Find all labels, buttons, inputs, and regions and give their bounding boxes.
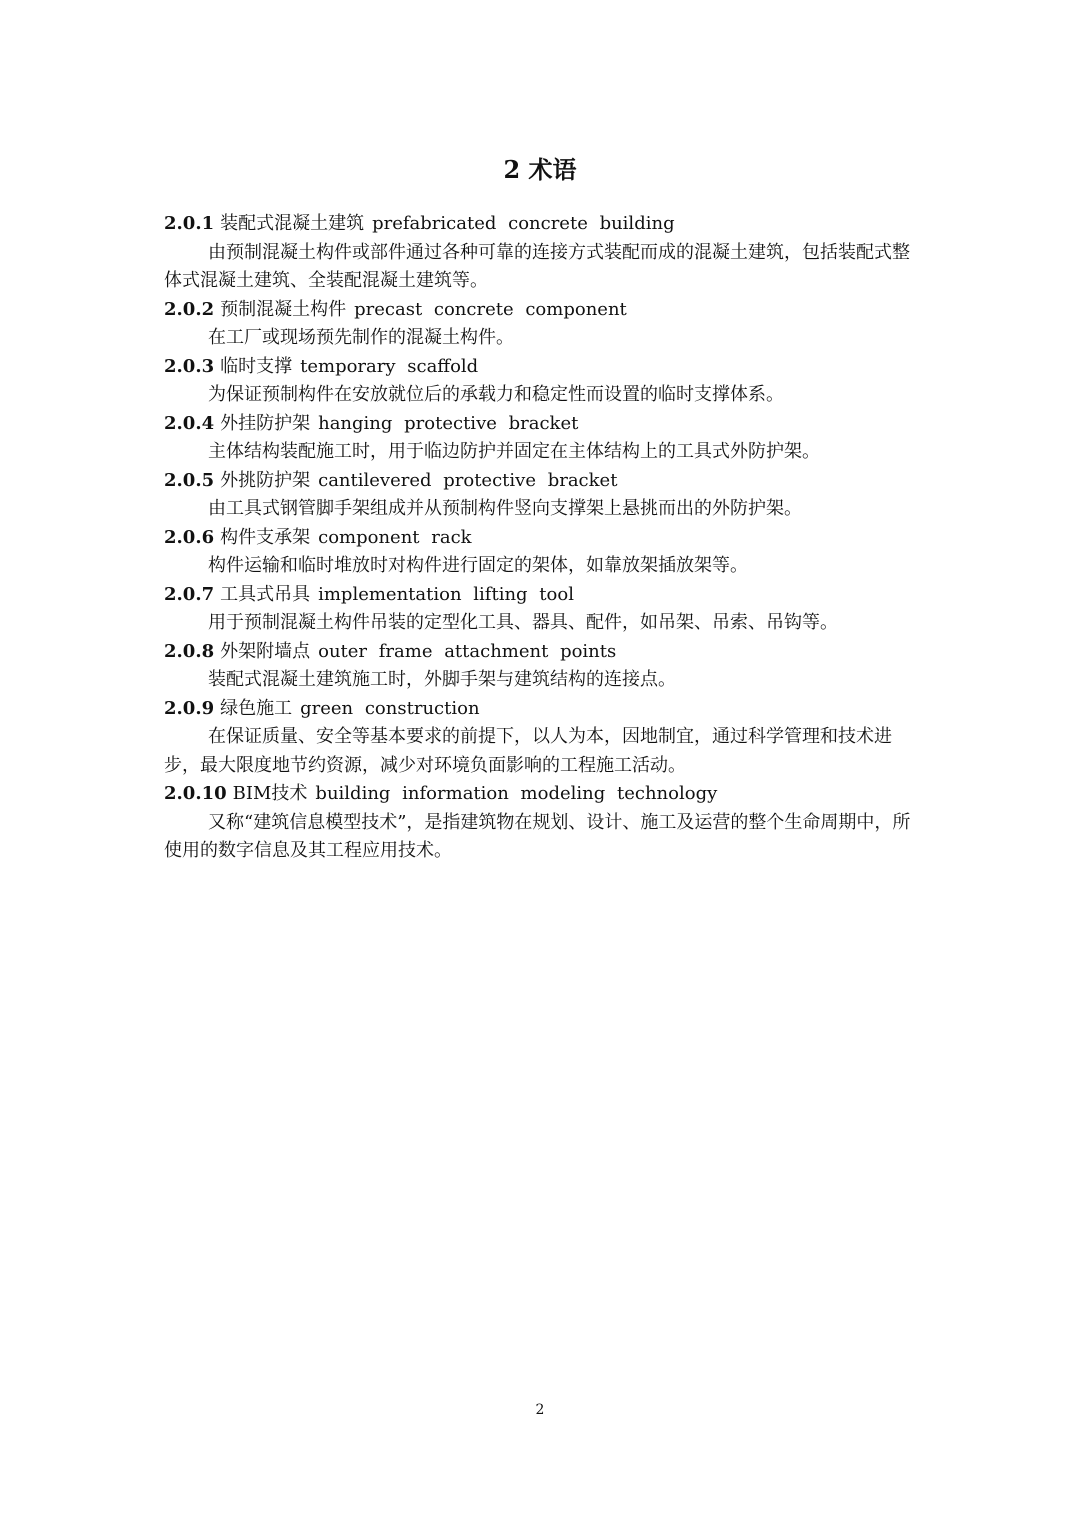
page-number: 2 (535, 1402, 545, 1418)
term-number: 2.0.9 (164, 697, 215, 719)
term-number: 2.0.5 (164, 469, 215, 491)
term-chinese: 外挑防护架 (220, 469, 311, 491)
term-chinese: 装配式混凝土建筑 (220, 213, 365, 234)
term-heading (164, 210, 924, 239)
term-heading (164, 467, 924, 496)
term-english: outer frame attachment points (318, 640, 617, 662)
term-number: 2.0.6 (164, 526, 215, 548)
term-chinese: 构件支承架 (220, 526, 311, 548)
term-heading (164, 524, 924, 553)
term-number: 2.0.10 (164, 783, 227, 804)
term-english: component rack (318, 526, 472, 548)
term-definition: 由工具式钢管脚手架组成并从预制构件竖向支撑架上悬挑而出的外防护架。 (208, 498, 802, 519)
term-heading (164, 638, 924, 667)
term-entry (164, 695, 924, 781)
term-chinese: 外架附墙点 (220, 640, 311, 662)
term-heading (164, 410, 924, 439)
term-entry (164, 638, 924, 695)
term-definition: 装配式混凝土建筑施工时，外脚手架与建筑结构的连接点。 (208, 669, 676, 690)
term-definition: 在保证质量、安全等基本要求的前提下，以人为本，因地制宜，通过科学管理和技术进步，最大限度地节约资源，减少对环境负面影响的工程施工活动。 (164, 726, 892, 776)
term-definition: 为保证预制构件在安放就位后的承载力和稳定性而设置的临时支撑体系。 (208, 384, 784, 405)
term-english: implementation lifting tool (318, 583, 574, 605)
term-definition: 又称“建筑信息模型技术”，是指建筑物在规划、设计、施工及运营的整个生命周期中，所使用的数字信息及其工程应用技术。 (164, 811, 911, 861)
term-english: temporary scaffold (300, 355, 479, 377)
term-chinese: 绿色施工 (220, 697, 293, 719)
term-number: 2.0.4 (164, 412, 215, 434)
term-heading (164, 353, 924, 382)
term-heading (164, 581, 924, 610)
term-entry (164, 524, 924, 581)
term-number: 2.0.8 (164, 640, 215, 662)
term-chinese: 预制混凝土构件 (220, 298, 347, 320)
term-heading (164, 296, 924, 325)
term-english: precast concrete component (354, 298, 627, 320)
term-english: hanging protective bracket (318, 412, 579, 434)
term-chinese: BIM技术 (232, 783, 308, 804)
term-entry (164, 467, 924, 524)
term-english: building information modeling technology (315, 783, 718, 804)
term-number: 2.0.1 (164, 213, 215, 234)
terms-list (164, 210, 924, 866)
term-english: cantilevered protective bracket (318, 469, 618, 491)
term-english: prefabricated concrete building (372, 213, 675, 234)
term-entry (164, 296, 924, 353)
term-number: 2.0.3 (164, 355, 215, 377)
term-chinese: 工具式吊具 (220, 583, 311, 605)
chapter-title: 2 术语 (503, 155, 577, 184)
term-entry (164, 210, 924, 296)
term-entry (164, 581, 924, 638)
term-heading (164, 695, 924, 724)
term-number: 2.0.7 (164, 583, 215, 605)
term-definition: 构件运输和临时堆放时对构件进行固定的架体，如靠放架插放架等。 (208, 555, 748, 576)
term-entry (164, 780, 924, 866)
term-entry (164, 353, 924, 410)
term-heading (164, 780, 924, 809)
term-english: green construction (300, 697, 480, 719)
term-definition: 在工厂或现场预先制作的混凝土构件。 (208, 327, 514, 348)
term-definition: 由预制混凝土构件或部件通过各种可靠的连接方式装配而成的混凝土建筑，包括装配式整体式混凝土建筑、全装配混凝土建筑等。 (164, 241, 910, 291)
term-definition: 主体结构装配施工时，用于临边防护并固定在主体结构上的工具式外防护架。 (208, 441, 820, 462)
term-definition: 用于预制混凝土构件吊装的定型化工具、器具、配件，如吊架、吊索、吊钩等。 (208, 612, 838, 633)
term-chinese: 外挂防护架 (220, 412, 311, 434)
term-chinese: 临时支撑 (220, 355, 293, 377)
term-number: 2.0.2 (164, 298, 215, 320)
term-entry (164, 410, 924, 467)
